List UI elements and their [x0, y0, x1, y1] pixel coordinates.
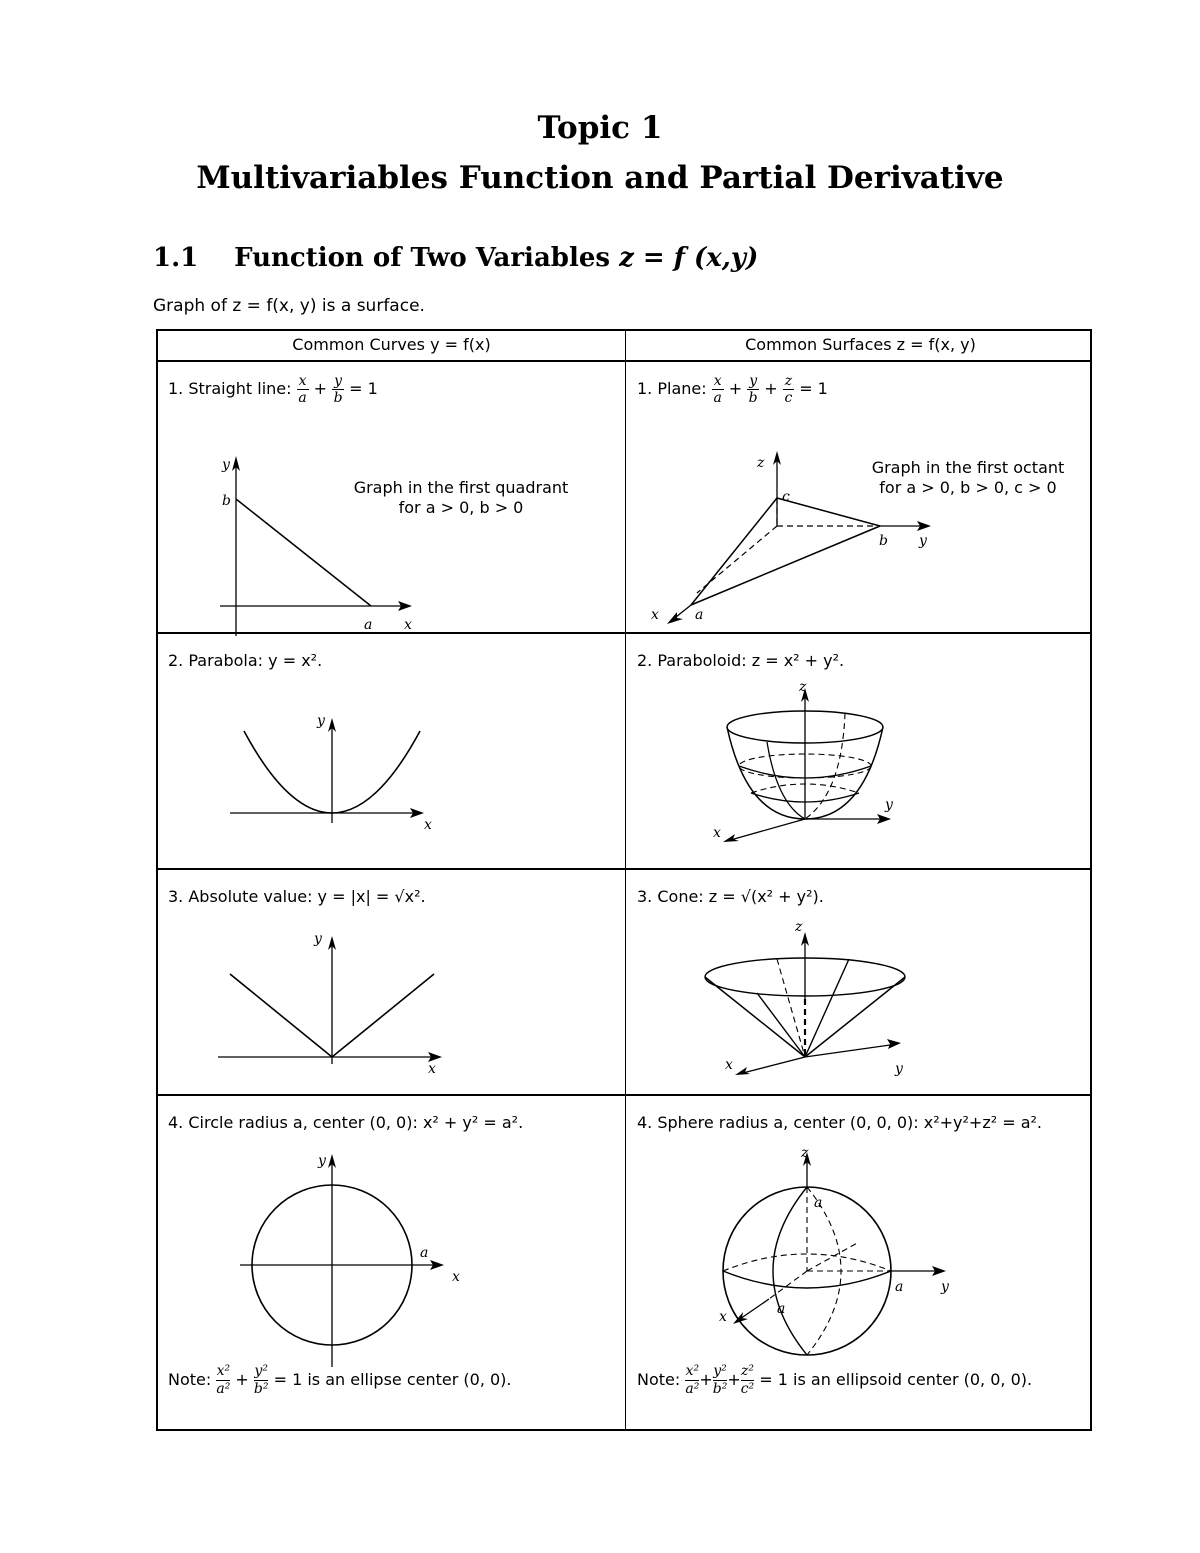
circle-label: 4. Circle radius a, center (0, 0): x² + y² = a². [168, 1113, 524, 1132]
b-intercept-label: b [222, 493, 231, 509]
header-curves: Common Curves y = f(x) [292, 335, 491, 354]
plane-label: 1. Plane: $\frac{x}{a}$ + $\frac{y}{b}$ + $\frac{z}{c}$ = 1 [637, 373, 828, 406]
column-divider [625, 331, 626, 1429]
x-axis-label: x [713, 825, 721, 841]
cone-label: 3. Cone: z = √(x² + y²). [637, 887, 824, 906]
section-title: Function of Two Variables [234, 243, 611, 273]
section-number: 1.1 [153, 243, 199, 273]
y-axis-label: y [895, 1061, 903, 1077]
octant-caption: Graph in the first octant for a > 0, b > 0, c > 0 [871, 458, 1065, 497]
radius-label: a [420, 1245, 429, 1261]
section-formula: z = f (x,y) [619, 243, 759, 273]
y-axis-label: y [317, 713, 325, 729]
cell-circle [158, 1095, 625, 1431]
cell-straight-line [158, 361, 625, 632]
cell-parabola [158, 633, 625, 868]
topic-title: Topic 1 [537, 110, 663, 146]
z-axis-label: z [757, 455, 765, 471]
curves-surfaces-table [156, 329, 1092, 1431]
section-heading [153, 243, 758, 273]
x-axis-label: x [452, 1269, 460, 1285]
z-axis-label: z [801, 1145, 809, 1161]
paraboloid-graph [627, 633, 1094, 868]
x-axis-label: x [428, 1061, 436, 1077]
y-axis-label: y [919, 533, 927, 549]
z-axis-label: z [795, 919, 803, 935]
x-radius-label: a [777, 1301, 786, 1317]
y-axis-label: y [941, 1279, 949, 1295]
z-radius-label: a [814, 1195, 823, 1211]
y-axis-label: y [318, 1153, 326, 1169]
sphere-label: 4. Sphere radius a, center (0, 0, 0): x²+y²+z² = a². [637, 1113, 1043, 1132]
cell-absolute-value [158, 869, 625, 1094]
y-axis-label: y [222, 457, 230, 473]
x-axis-label: x [424, 817, 432, 833]
absolute-value-graph [158, 869, 625, 1094]
z-axis-label: z [799, 679, 807, 695]
cell-sphere [627, 1095, 1094, 1431]
c-intercept-label: c [782, 489, 790, 505]
y-axis-label: y [885, 797, 893, 813]
cone-graph [627, 869, 1094, 1094]
parabola-graph [158, 633, 625, 868]
intro-text: Graph of z = f(x, y) is a surface. [153, 296, 425, 316]
a-intercept-label: a [695, 607, 704, 623]
straight-line-label: 1. Straight line: $\frac{x}{a}$ + $\frac{y}{b}$ = 1 [168, 373, 378, 406]
ellipse-note: Note: $\frac{\text{x²}}{\text{a²}}$ + $\frac{\text{y²}}{\text{b²}}$ = 1 is an ellipse center (0, 0). [168, 1363, 512, 1397]
ellipsoid-note: Note: $\frac{\text{x²}}{\text{a²}}$ + $\frac{\text{y²}}{\text{b²}}$ + $\frac{\text{z²}}{\text{c²}}$ = 1 is an ellipsoid center (0, 0, 0). [637, 1363, 1033, 1397]
header-surfaces: Common Surfaces z = f(x, y) [745, 335, 976, 354]
x-axis-label: x [719, 1309, 727, 1325]
x-axis-label: x [651, 607, 659, 623]
x-axis-label: x [404, 617, 412, 633]
b-intercept-label: b [879, 533, 888, 549]
cell-paraboloid [627, 633, 1094, 868]
cell-cone [627, 869, 1094, 1094]
page-subtitle: Multivariables Function and Partial Derivative [196, 160, 1004, 196]
absolute-value-label: 3. Absolute value: y = |x| = √x². [168, 887, 426, 906]
y-axis-label: y [314, 931, 322, 947]
cell-plane [627, 361, 1094, 632]
y-radius-label: a [895, 1279, 904, 1295]
paraboloid-label: 2. Paraboloid: z = x² + y². [637, 651, 845, 670]
a-intercept-label: a [364, 617, 373, 633]
quadrant-caption: Graph in the first quadrant for a > 0, b > 0 [353, 478, 569, 517]
x-axis-label: x [725, 1057, 733, 1073]
parabola-label: 2. Parabola: y = x². [168, 651, 323, 670]
